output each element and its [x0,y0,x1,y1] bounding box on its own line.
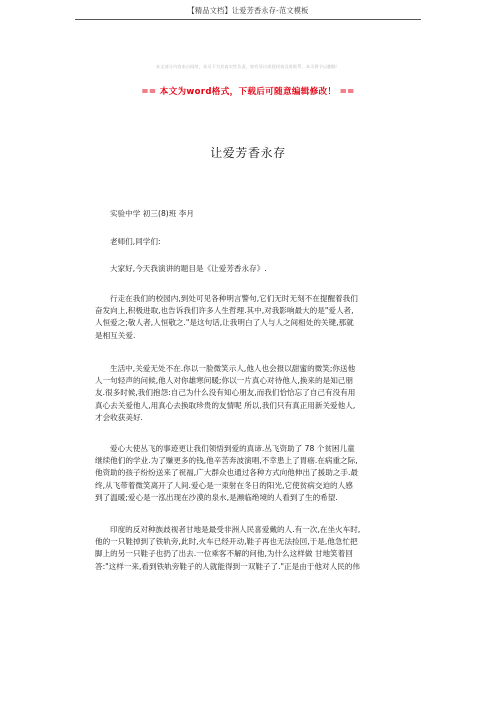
header-divider [75,19,421,20]
paragraph-line: 友.很多时候,我们抱怨:自己为什么没有知心朋友,而我们恰恰忘了自己有没有用 [95,388,356,398]
paragraph-4 [95,524,405,573]
paragraph-line: 是相互关爱. [95,330,136,340]
paragraph-line: 奋发向上,积极进取,也告诉我们许多人生哲理.其中,对我影响最大的是"爱人者, [95,306,354,316]
paragraph-line: 行走在我们的校园内,到处可见各种明言警句,它们无时无刻不在提醒着我们 [110,294,358,303]
paragraph-line: 生活中,关爱无处不在.你以一脸微笑示人,他人也会报以甜蜜的微笑;你送他 [110,364,356,373]
paragraph-line: 才会收获美好. [95,412,143,422]
paragraph-3 [95,443,405,504]
paragraph-2 [95,363,405,424]
paragraph-line: 继续他们的学业.为了赚更多的钱,他辛苦奔波演唱,不幸患上了胃癌.在病重之际, [95,456,358,466]
paragraph-line: 脚上的另一只鞋子也扔了出去.一位乘客不解的问他,为什么这样做 甘地笑着回 [95,549,353,559]
page-header-title: 【精品文档】让爱芳香永存-范文模板 [187,6,309,15]
author-line [95,208,405,220]
paragraph-line: 爱心大使丛飞的事迹更让我们领悟到爱的真谛.丛飞资助了 78 个贫困儿童 [110,444,355,453]
paragraph-line: 真心去关爱他人,用真心去换取珍贵的友情呢 所以,我们只有真正用新关爱他人, [95,400,356,410]
paragraph-line: 人一句轻声的问候,他人对你雄寒问暖;你以一片真心对待他人,换来的是知己朋 [95,376,353,386]
paragraph-line: 印度的反对种族歧视者甘地是最受非洲人民喜爱戴的人.有一次,在坐火车时, [110,525,361,534]
editable-notice: == 本文为word格式，下载后可随意编辑修改！ == [141,87,355,97]
greeting-line [95,236,405,248]
document-title: 让爱芳香永存 [210,146,286,160]
paragraph-line: 到了温暖;爱心是一泓出现在沙漠的泉水,是濒临绝境的人看到了生的希望. [95,492,338,502]
intro-text: 大家好,今天我演讲的题目是《让爱芳香永存》. [110,264,267,273]
greeting-text: 老师们,同学们: [110,237,161,246]
author-text: 实验中学 初三(8)班 李月 [110,209,194,218]
paragraph-1 [95,293,405,342]
disclaimer-text: 本文部分内容来自网络，本司不为其真实性负责，如有异议或侵权请及时联系，本司将予以删除！ [155,64,341,69]
paragraph-line: 他的一只鞋掉到了铁轨旁,此时,火车已经开动,鞋子再也无法捡回,于是,他急忙把 [95,537,358,547]
intro-line [95,263,405,275]
paragraph-line: 答:"这样一来,看到铁轨旁鞋子的人就能得到一双鞋子了."正是由于他对人民的伟 [95,561,360,571]
paragraph-line: 他资助的孩子纷纷送来了祝福,广大群众也通过各种方式向他伸出了援助之手.最 [95,468,359,478]
paragraph-line: 人恒爱之;敬人者,人恒敬之."是这句话,让我明白了人与人之间相处的关键,那就 [95,318,354,328]
paragraph-line: 终,从飞带着微笑离开了人间.爱心是一束射在冬日的阳光,它使贫病交迫的人感 [95,480,353,490]
